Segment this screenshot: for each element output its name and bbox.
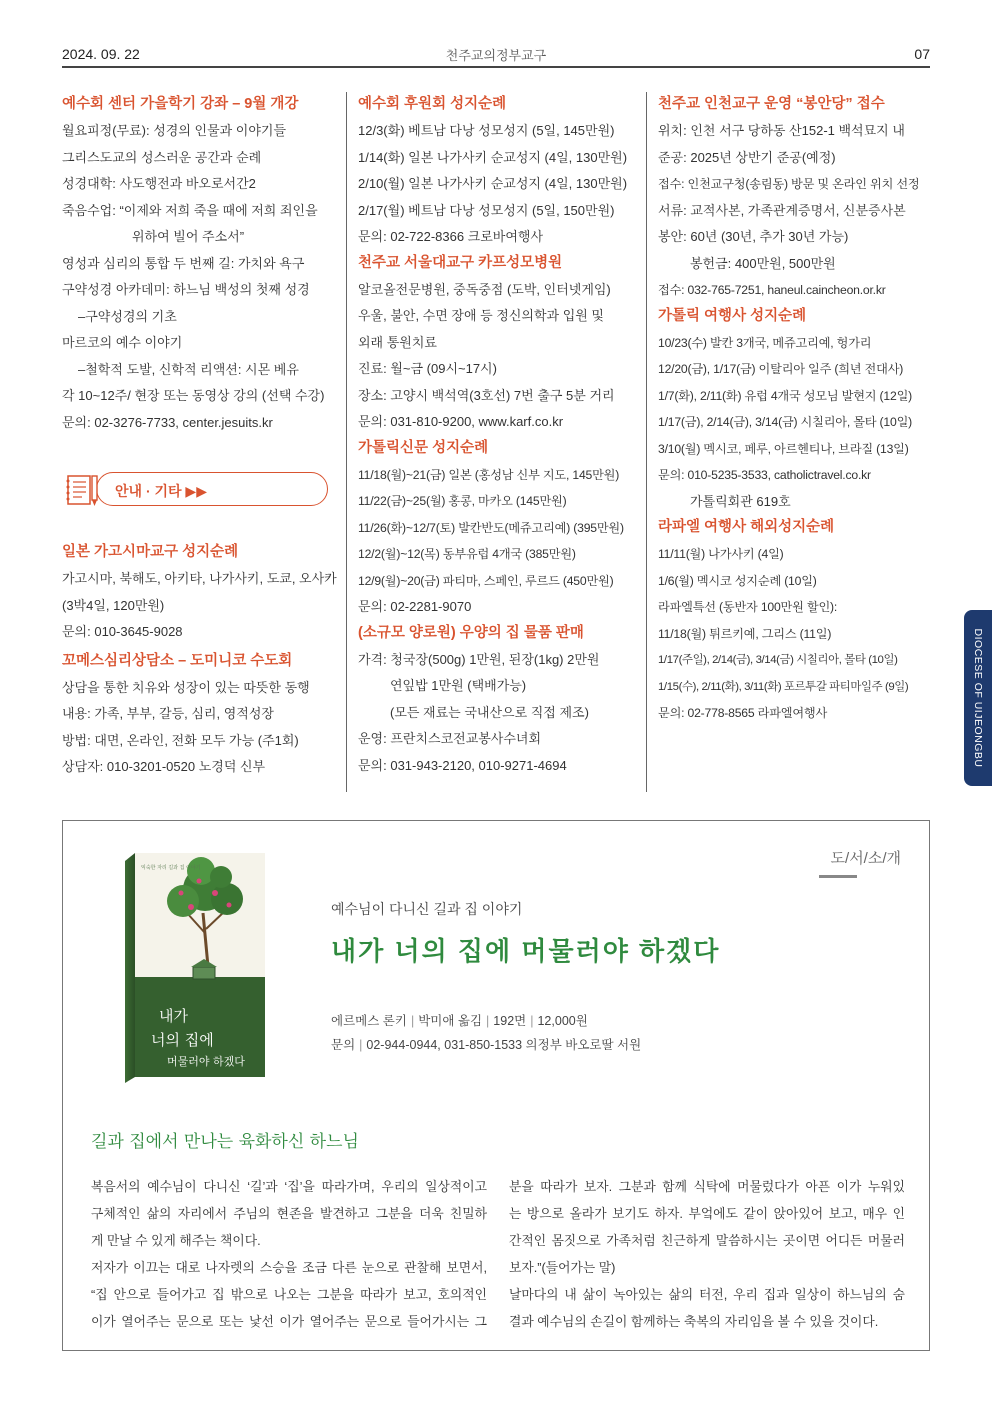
section-title-kagoshima: 일본 가고시마교구 성지순례	[62, 544, 239, 560]
text-line: 1/14(화) 일본 나가사키 순교성지 (4일, 130만원)	[358, 149, 628, 165]
text-line: 방법: 대면, 온라인, 전화 모두 가능 (주1회)	[62, 732, 299, 748]
text-line: 위치: 인천 서구 당하동 산152-1 백석묘지 내	[658, 123, 905, 138]
category-rule	[819, 875, 857, 878]
text-line: 문의: 010-3645-9028	[62, 624, 183, 639]
text-line: 12/3(화) 베트남 다낭 성모성지 (5일, 145만원)	[358, 123, 615, 138]
section-title-newspaper: 가톨릭신문 성지순례	[358, 439, 489, 456]
text-line: 11/26(화)~12/7(토) 발칸반도(메쥬고리예) (395만원)	[358, 520, 624, 535]
text-line: 2/17(월) 베트남 다낭 성모성지 (5일, 150만원)	[358, 202, 615, 218]
column-divider	[646, 92, 647, 792]
cover-top-text: 익숙한 자리 길과 집 이야기	[141, 865, 201, 871]
text-line: 1/17(주일), 2/14(금), 3/14(금) 시칠리아, 몰타 (10일)	[658, 654, 898, 666]
review-column-right	[509, 1173, 905, 1335]
review-column-left	[91, 1173, 487, 1335]
text-line: 11/18(월) 튀르키예, 그리스 (11일)	[658, 626, 832, 641]
book-price: 12,000원	[537, 1014, 588, 1028]
text-line: 성경대학: 사도행전과 바오로서간2	[62, 176, 256, 191]
text-line: 1/17(금), 2/14(금), 3/14(금) 시칠리아, 몰타 (10일)	[658, 415, 913, 429]
book-translator: 박미애 옮김	[418, 1014, 483, 1028]
page-header	[62, 44, 930, 66]
review-line: 이가 열어주는 문으로 또는 낯선 이가 열어주는 문으로 들어가시는 그	[91, 1314, 487, 1329]
text-line: 10/23(수) 발칸 3개국, 메쥬고리예, 헝가리	[658, 335, 872, 350]
review-line: 구체적인 삶의 자리에서 주님의 현존을 발견하고 그분을 더욱 친밀하	[91, 1206, 487, 1221]
text-line: 우울, 불안, 수면 장애 등 정신의학과 입원 및	[358, 308, 604, 323]
book-meta: 에르메스 론키 | 박미애 옮김 | 192면 | 12,000원	[331, 1014, 588, 1028]
section-title-counseling: 꼬메스심리상담소 – 도미니코 수도회	[62, 652, 293, 669]
text-line: 그리스도교의 성스러운 공간과 순례	[62, 149, 262, 165]
text-line: 12/9(월)~20(금) 파티마, 스페인, 루르드 (450만원)	[358, 573, 614, 588]
text-line: 접수: 032-765-7251, haneul.caincheon.or.kr	[658, 283, 886, 297]
book-subtitle: 예수님이 다니신 길과 집 이야기	[331, 901, 523, 917]
publication-name: 천주교의정부교구	[445, 48, 547, 63]
issue-date: 2024. 09. 22	[62, 46, 140, 62]
text-line: 문의: 031-943-2120, 010-9271-4694	[358, 757, 567, 773]
text-line: 봉안: 60년 (30년, 추가 30년 가능)	[658, 229, 849, 244]
text-line: 문의: 010-5235-3533, catholictravel.co.kr	[658, 468, 871, 482]
cover-title-line-3: 머물러야 하겠다	[167, 1055, 245, 1068]
text-line: 상담을 통한 치유와 성장이 있는 따뜻한 동행	[62, 679, 310, 695]
text-line: 외래 통원치료	[358, 334, 437, 350]
diocese-side-tab	[964, 610, 992, 786]
review-line: 날마다의 내 삶이 녹아있는 삶의 터전, 우리 집과 일상이 하느님의 숨	[509, 1287, 905, 1302]
text-line: 문의: 031-810-9200, www.karf.co.kr	[358, 414, 564, 429]
text-line: 구약성경 아카데미: 하느님 백성의 첫째 성경	[62, 282, 310, 297]
column-divider	[346, 92, 347, 792]
text-line: 1/6(월) 멕시코 성지순례 (10일)	[658, 573, 817, 588]
text-line: 2/10(월) 일본 나가사키 순교성지 (4일, 130만원)	[358, 176, 628, 191]
text-line: 내용: 가족, 부부, 갈등, 심리, 영적성장	[62, 706, 274, 721]
review-line: 는 방으로 올라가 보기도 하자. 부엌에도 같이 앉아있어 보고, 매우 인	[509, 1206, 905, 1221]
text-line: 1/7(화), 2/11(화) 유럽 4개국 성모님 발현지 (12일)	[658, 388, 912, 403]
book-pages: 192면	[493, 1014, 527, 1028]
notepad-pencil-icon	[62, 470, 102, 510]
text-line: (모든 재료는 국내산으로 직접 제조)	[390, 704, 589, 720]
column-1	[62, 92, 334, 436]
section-title-karf: 천주교 서울대교구 카프성모병원	[358, 254, 563, 271]
text-line: 연잎밥 1만원 (택배가능)	[390, 678, 527, 693]
text-line: 준공: 2025년 상반기 준공(예정)	[658, 149, 836, 165]
text-line: 월요피정(무료): 성경의 인물과 이야기들	[62, 123, 287, 138]
notice-pill	[96, 472, 328, 506]
review-line: 복음서의 예수님이 다니신 ‘길’과 ‘집’을 따라가며, 우리의 일상적이고	[91, 1179, 487, 1194]
book-cover-image	[111, 849, 271, 1085]
text-line: 위하여 빌어 주소서”	[132, 229, 245, 244]
contact-info: 02-944-0944, 031-850-1533 의정부 바오로딸 서원	[366, 1038, 642, 1052]
column-2	[358, 92, 638, 779]
text-line: 장소: 고양시 백석역(3호선) 7번 출구 5분 거리	[358, 387, 615, 403]
side-tab-label: DIOCESE OF UIJEONGBU	[972, 628, 984, 768]
text-line: 각 10~12주/ 현장 또는 동영상 강의 (선택 수강)	[62, 388, 325, 403]
notice-label: 안내 · 기타 ▶▶	[115, 483, 207, 499]
text-line: 라파엘특선 (동반자 100만원 할인):	[658, 600, 838, 614]
text-line: 문의: 02-778-8565 라파엘여행사	[658, 706, 828, 720]
text-line: 상담자: 010-3201-0520 노경덕 신부	[62, 759, 266, 774]
review-line: 게 만날 수 있게 해주는 책이다.	[91, 1233, 261, 1248]
text-line: 1/15(수), 2/11(화), 3/11(화) 포르투갈 파티마일주 (9일)	[658, 680, 909, 693]
text-line: –철학적 도발, 신학적 리액션: 시몬 베유	[78, 361, 299, 377]
text-line: 12/20(금), 1/17(금) 이탈리아 일주 (희년 전대사)	[658, 362, 904, 376]
text-line: 영성과 심리의 통합 두 번째 길: 가치와 욕구	[62, 255, 305, 271]
review-heading: 길과 집에서 만나는 육화하신 하느님	[91, 1132, 359, 1152]
notice-section-header	[62, 470, 330, 510]
text-line: (3박4일, 120만원)	[62, 597, 165, 613]
text-line: 알코올전문병원, 중독중점 (도박, 인터넷게임)	[358, 281, 611, 297]
text-line: 11/22(금)~25(월) 홍콩, 마카오 (145만원)	[358, 494, 567, 508]
text-line: 문의: 02-2281-9070	[358, 599, 472, 614]
header-rule	[62, 66, 930, 68]
cover-title-line-1: 내가	[159, 1007, 188, 1025]
text-line: 운영: 프란치스코전교봉사수녀회	[358, 731, 542, 746]
review-line: 분을 따라가 보자. 그분과 함께 식탁에 머물렀다가 아픈 이가 누워있	[509, 1179, 905, 1194]
text-line: 가격: 청국장(500g) 1만원, 된장(1kg) 2만원	[358, 651, 600, 667]
text-line: 서류: 교적사본, 가족관계증명서, 신분증사본	[658, 202, 906, 218]
section-category: 도/서/소/개	[830, 850, 901, 867]
text-line: 죽음수업: “이제와 저희 죽을 때에 저희 죄인을	[62, 202, 318, 218]
text-line: 3/10(월) 멕시코, 페루, 아르헨티나, 브라질 (13일)	[658, 441, 909, 456]
text-line: 봉헌금: 400만원, 500만원	[690, 255, 836, 271]
contact-label: 문의	[331, 1038, 356, 1052]
review-line: “집 안으로 들어가고 집 밖으로 나오는 그분을 따라가 보고, 호의적인	[91, 1287, 487, 1302]
book-title: 내가 너의 집에 머물러야 하겠다	[331, 936, 721, 966]
review-line: 결과 예수님의 손길이 함께하는 축복의 자리임을 볼 수 있을 것이다.	[509, 1314, 879, 1329]
text-line: 11/11(월) 나가사키 (4일)	[658, 547, 784, 561]
review-line: 저자가 이끄는 대로 나자렛의 스승을 조금 다른 눈으로 관찰해 보면서,	[91, 1260, 487, 1275]
section-title-jesuit-center: 예수회 센터 가을학기 강좌 – 9월 개강	[62, 96, 299, 112]
cover-title-line-2: 너의 집에	[151, 1031, 214, 1049]
review-line: 보자.”(들어가는 말)	[509, 1260, 616, 1275]
section-title-supporters: 예수회 후원회 성지순례	[358, 96, 507, 112]
book-contact: 문의 | 02-944-0944, 031-850-1533 의정부 바오로딸 서원	[331, 1038, 642, 1052]
text-line: 12/2(월)~12(목) 동부유럽 4개국 (385만원)	[358, 547, 576, 561]
text-line: –구약성경의 기초	[78, 308, 177, 324]
text-line: 마르코의 예수 이야기	[62, 335, 183, 350]
section-title-products: (소규모 양로원) 우양의 집 물품 판매	[358, 624, 584, 641]
text-line: 접수: 인천교구청(송림동) 방문 및 온라인 위치 선정	[658, 177, 920, 191]
page-number: 07	[914, 46, 930, 62]
column-3	[658, 92, 930, 727]
column-1-lower	[62, 540, 337, 781]
book-author: 에르메스 론키	[331, 1014, 407, 1028]
section-title-catholic-travel: 가톨릭 여행사 성지순례	[658, 307, 807, 324]
section-title-incheon: 천주교 인천교구 운영 “봉안당” 접수	[658, 96, 885, 112]
section-title-raphael: 라파엘 여행사 해외성지순례	[658, 519, 835, 535]
review-line: 간적인 몸짓으로 가족처럼 친근하게 말씀하시는 곳이면 어디든 머물러	[509, 1233, 905, 1248]
text-line: 11/18(월)~21(금) 일본 (홍성남 신부 지도, 145만원)	[358, 467, 620, 482]
text-line: 가고시마, 북해도, 아키타, 나가사키, 도쿄, 오사카	[62, 571, 337, 586]
text-line: 진료: 월~금 (09시~17시)	[358, 361, 497, 376]
text-line: 문의: 02-722-8366 크로바여행사	[358, 229, 544, 244]
text-line: 문의: 02-3276-7733, center.jesuits.kr	[62, 414, 273, 430]
text-line: 가톨릭회관 619호	[690, 493, 791, 509]
book-review-box	[62, 820, 930, 1351]
